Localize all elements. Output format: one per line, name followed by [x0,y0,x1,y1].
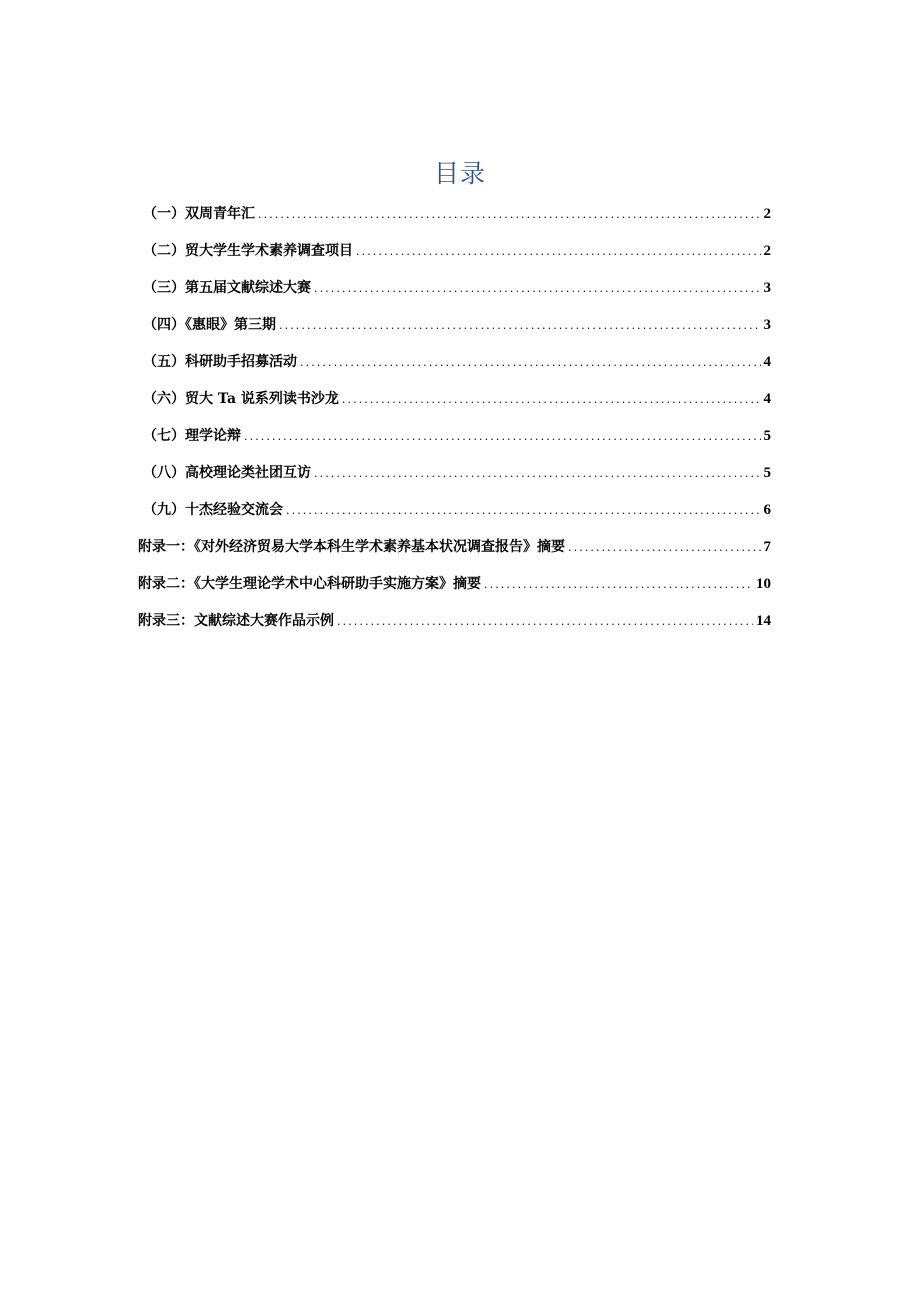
toc-entry-page: 2 [763,243,771,259]
toc-entry[interactable] [0,196,920,233]
toc-entry-text: （三）第五届文献综述大赛 [143,280,311,296]
toc-entry[interactable] [0,344,920,381]
toc-dot-leader [356,233,761,270]
toc-dot-leader [279,307,761,344]
toc-entry[interactable] [0,418,920,455]
toc-entry-text: （二）贸大学生学术素养调查项目 [143,243,353,259]
toc-entry[interactable] [0,307,920,344]
toc-entry-page: 6 [763,502,771,518]
toc-entry-appendix[interactable] [0,529,920,566]
toc-dot-leader [300,344,761,381]
toc-dot-leader [342,381,761,418]
toc-entry-text: （四）《惠眼》第三期 [143,317,276,333]
toc-entry-text: （六）贸大 Ta 说系列读书沙龙 [143,391,339,407]
toc-dot-leader [244,418,761,455]
toc-entry-page: 10 [756,576,771,592]
toc-entry[interactable] [0,492,920,529]
toc-dot-leader [484,566,753,603]
toc-entry-text: （一）双周青年汇 [143,206,255,222]
toc-entry-page: 3 [763,280,771,296]
toc-entry-appendix[interactable] [0,603,920,640]
toc-list [0,196,920,640]
toc-dot-leader [314,455,761,492]
toc-entry-appendix[interactable] [0,566,920,603]
toc-entry-text: 附录三：文献综述大赛作品示例 [138,613,334,629]
toc-entry-page: 2 [763,206,771,222]
toc-dot-leader [258,196,761,233]
toc-entry-text: （五）科研助手招募活动 [143,354,297,370]
toc-entry-text: 附录二：《大学生理论学术中心科研助手实施方案》摘要 [138,576,481,592]
toc-dot-leader [286,492,761,529]
toc-entry-page: 4 [763,354,771,370]
toc-entry-page: 7 [763,539,771,555]
toc-dot-leader [314,270,761,307]
toc-entry-text: （九）十杰经验交流会 [143,502,283,518]
toc-entry[interactable] [0,270,920,307]
toc-title: 目录 [433,159,486,188]
toc-dot-leader [337,603,753,640]
toc-entry[interactable] [0,233,920,270]
toc-entry-page: 14 [756,613,771,629]
toc-entry-text: （七）理学论辩 [143,428,241,444]
toc-entry-page: 5 [763,465,771,481]
toc-entry[interactable] [0,455,920,492]
toc-entry-text: 附录一：《对外经济贸易大学本科生学术素养基本状况调查报告》摘要 [138,539,565,555]
toc-entry-page: 5 [763,428,771,444]
toc-entry-text: （八）高校理论类社团互访 [143,465,311,481]
toc-dot-leader [568,529,761,566]
toc-entry-page: 4 [763,391,771,407]
toc-entry-page: 3 [763,317,771,333]
toc-entry[interactable] [0,381,920,418]
